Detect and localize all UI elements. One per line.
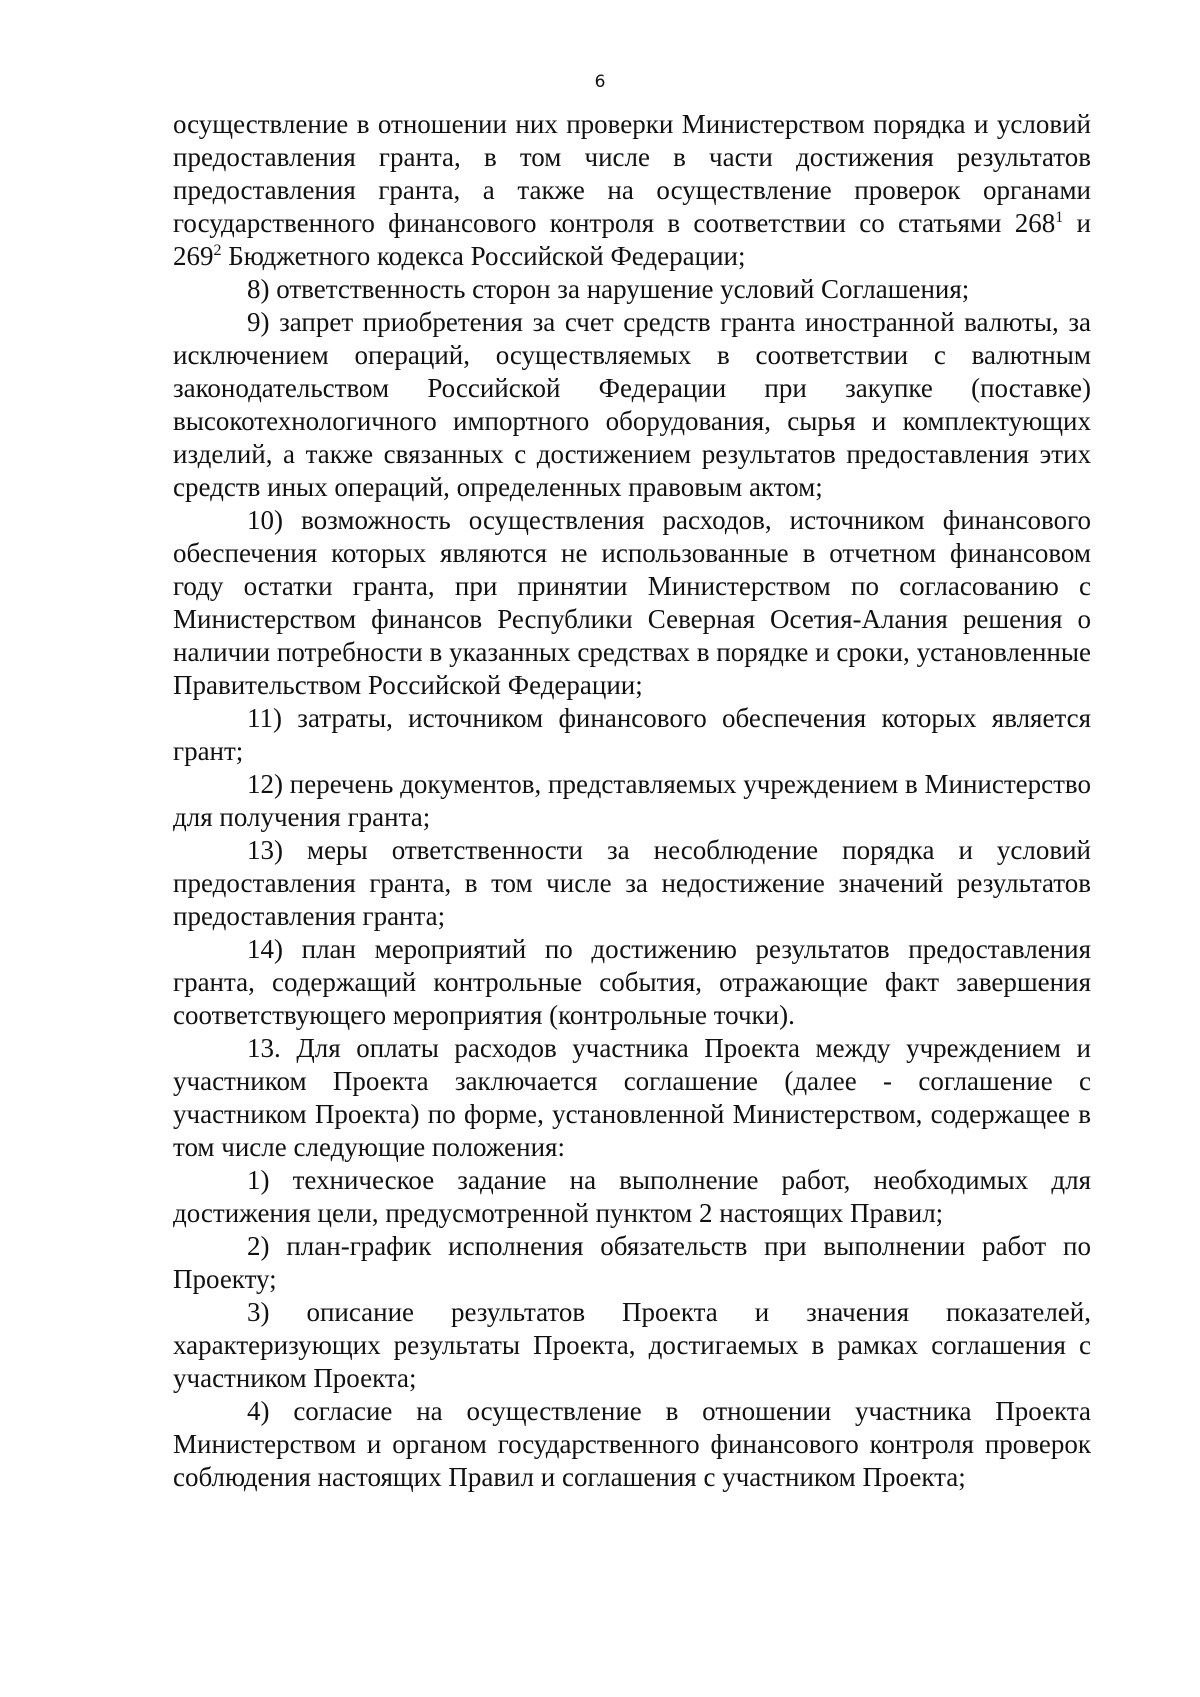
paragraph-text: осуществление в отношении них проверки Министерством порядка и условий предоставления гранта, в том числе в части достижения результатов предоставления гранта, а также на осуществление проверок органами государственного финансового контроля в соответствии со статьями 268 bbox=[173, 109, 1091, 238]
superscript-2: 2 bbox=[213, 242, 222, 259]
list-item-10: 10) возможность осуществления расходов, источником финансового обеспечения которых являются не использованные в отчетном финансовом году остатки гранта, при принятии Министерством по согласованию с Министерством финансов Республики Северная Осетия-Алания решения о наличии потребности в указанных средствах в порядке и сроки, установленные Правительством Российской Федерации; bbox=[173, 505, 1091, 700]
list-item-12: 12) перечень документов, представляемых учреждением в Министерство для получения гранта; bbox=[173, 769, 1091, 832]
page-number: 6 bbox=[594, 72, 606, 92]
list-item-11: 11) затраты, источником финансового обеспечения которых является грант; bbox=[173, 703, 1091, 766]
list-item-8: 8) ответственность сторон за нарушение условий Соглашения; bbox=[247, 274, 970, 304]
section-13: 13. Для оплаты расходов участника Проекта между учреждением и участником Проекта заключается соглашение (далее - соглашение с участником Проекта) по форме, установленной Министерством, содержащее в том числе следующие положения: bbox=[173, 1033, 1091, 1162]
paragraph-text-tail: Бюджетного кодекса Российской Федерации; bbox=[221, 241, 746, 271]
superscript-1: 1 bbox=[1055, 209, 1064, 226]
list-item-14: 14) план мероприятий по достижению результатов предоставления гранта, содержащий контрольные события, отражающие факт завершения соответствующего мероприятия (контрольные точки). bbox=[173, 934, 1091, 1030]
list-item-9: 9) запрет приобретения за счет средств гранта иностранной валюты, за исключением операций, осуществляемых в соответствии с валютным законодательством Российской Федерации при закупке (поставке) высокотехнологичного импортного оборудования, сырья и комплектующих изделий, а также связанных с достижением результатов предоставления этих средств иных операций, определенных правовым актом; bbox=[173, 307, 1091, 502]
sub-item-3: 3) описание результатов Проекта и значения показателей, характеризующих результаты Проекта, достигаемых в рамках соглашения с участником Проекта; bbox=[173, 1297, 1091, 1393]
sub-item-1: 1) техническое задание на выполнение работ, необходимых для достижения цели, предусмотренной пунктом 2 настоящих Правил; bbox=[173, 1165, 1091, 1228]
sub-item-4: 4) согласие на осуществление в отношении участника Проекта Министерством и органом государственного финансового контроля проверок соблюдения настоящих Правил и соглашения с участником Проекта; bbox=[173, 1396, 1091, 1492]
sub-item-2: 2) план-график исполнения обязательств при выполнении работ по Проекту; bbox=[173, 1231, 1091, 1294]
paragraph-text-mid: и 269 bbox=[173, 208, 1091, 271]
paragraph-continuation bbox=[173, 108, 1091, 273]
document-body bbox=[173, 108, 1091, 1494]
list-item-13: 13) меры ответственности за несоблюдение порядка и условий предоставления гранта, в том числе за недостижение значений результатов предоставления гранта; bbox=[173, 835, 1091, 931]
